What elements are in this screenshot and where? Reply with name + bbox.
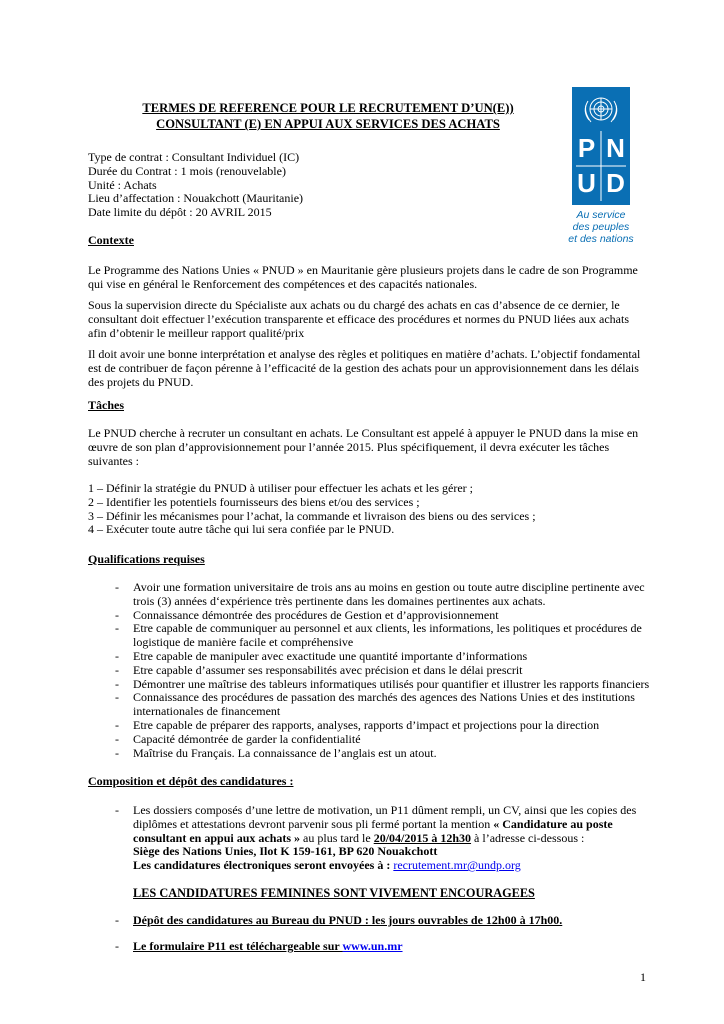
- meta-location: Lieu d’affectation : Nouakchott (Mauritanie): [88, 191, 304, 206]
- mention-text: « Candidature au poste: [493, 816, 613, 831]
- list-item: [115, 747, 655, 761]
- email-label: Les candidatures électroniques seront envoyées à :: [133, 858, 394, 873]
- logo-tagline: [566, 209, 636, 245]
- meta-unit: Unité : Achats: [88, 177, 157, 192]
- email-link[interactable]: recrutement.mr@undp.org: [393, 858, 521, 873]
- contexte-paragraph-1: [88, 264, 650, 292]
- website-link[interactable]: www.un.mr: [342, 939, 403, 953]
- meta-deadline: Date limite du dépôt : 20 AVRIL 2015: [88, 205, 272, 220]
- text-line: Connaissance des procédures de passation des marchés des agences des Nations Unies et des institutions: [133, 690, 635, 705]
- dash-bullet: -: [115, 621, 119, 636]
- text-line: logistique de manière facile et compréhensive: [133, 635, 354, 650]
- list-item: 3 – Définir les mécanismes pour l’achat, la commande et livraison des biens ou des services ;: [88, 508, 536, 523]
- text-line: Etre capable d’assumer ses responsabilités avec précision et dans le délai prescrit: [133, 662, 523, 677]
- page-number: 1: [640, 970, 646, 984]
- text-span: diplômes et attestations devront parvenir sous pli fermé portant la mention: [133, 816, 494, 831]
- text-line: Connaissance démontrée des procédures de Gestion et d’approvisionnement: [133, 607, 499, 622]
- text-line: Capacité démontrée de garder la confidentialité: [133, 731, 361, 746]
- form-text: Le formulaire P11 est téléchargeable sur: [133, 939, 343, 953]
- text-line: consultant doit effectuer l’exécution transparente et efficace des procédures et normes du PNUD liées aux achats: [88, 311, 630, 326]
- list-item: [115, 719, 655, 733]
- depot-item: [115, 914, 655, 928]
- list-item: [115, 678, 655, 692]
- list-item: [115, 664, 655, 678]
- dash-bullet: -: [115, 803, 119, 817]
- dash-bullet: -: [115, 648, 119, 663]
- text-line: Il doit avoir une bonne interprétation et analyse des règles et politiques en matière d’achats. L’objectif fondamental: [88, 347, 641, 361]
- list-item: [115, 940, 655, 954]
- heading-qualifications: Qualifications requises: [88, 552, 205, 566]
- text-line: Etre capable de préparer des rapports, analyses, rapports d’impact et projections pour la direction: [133, 717, 600, 732]
- text-line: Etre capable de manipuler avec exactitude une quantité importante d’informations: [133, 648, 528, 663]
- heading-composition: Composition et dépôt des candidatures :: [88, 774, 294, 788]
- list-item: 4 – Exécuter toute autre tâche qui lui sera confiée par le PNUD.: [88, 522, 395, 537]
- text-line: qui vise en général le Renforcement des compétences et des capacités nationales.: [88, 276, 478, 291]
- text-line: Démontrer une maîtrise des tableurs informatiques utilisés pour quantifier et illustrer les rapports financiers: [133, 676, 650, 691]
- text-line: internationales de financement: [133, 704, 281, 719]
- depot-text: Dépôt des candidatures au Bureau du PNUD : les jours ouvrables de 12h00 à 17h00.: [133, 913, 563, 927]
- dash-bullet: -: [115, 580, 119, 594]
- text-span: au plus tard le: [300, 830, 374, 845]
- dash-bullet: -: [115, 939, 119, 953]
- text-line: trois (3) années d‘expérience très pertinente dans les domaines pertinentes aux achats.: [133, 593, 546, 608]
- heading-taches: Tâches: [88, 398, 124, 412]
- dash-bullet: -: [115, 607, 119, 622]
- pnud-logo: [568, 87, 634, 245]
- meta-duration: Durée du Contrat : 1 mois (renouvelable): [88, 163, 286, 178]
- tagline-line: Au service: [576, 209, 626, 221]
- mention-text: consultant en appui aux achats »: [133, 830, 301, 845]
- taches-intro: [88, 427, 650, 468]
- list-item: [115, 581, 655, 609]
- logo-letter-n: N: [606, 133, 625, 163]
- text-line: [133, 818, 655, 832]
- text-line: Sous la supervision directe du Spécialiste aux achats ou du chargé des achats en cas d’absence de ce dernier, le: [88, 298, 620, 312]
- contexte-paragraph-3: [88, 348, 650, 389]
- dash-bullet: -: [115, 690, 119, 705]
- form-item: [115, 940, 655, 954]
- contexte-paragraph-2: [88, 299, 650, 340]
- list-item: [115, 691, 655, 719]
- text-line: Avoir une formation universitaire de trois ans au moins en gestion ou toute autre discipline pertinente avec: [133, 580, 645, 594]
- list-item: [115, 733, 655, 747]
- logo-letter-p: P: [577, 133, 596, 163]
- taches-list: [88, 482, 650, 537]
- dash-bullet: -: [115, 717, 119, 732]
- text-line: [133, 832, 655, 846]
- logo-letter-d: D: [606, 168, 625, 198]
- text-line: Etre capable de communiquer au personnel et aux clients, les informations, les politiques et procédures de: [133, 621, 642, 636]
- qualifications-list: [115, 581, 655, 760]
- text-line: afin d’obtenir le meilleur rapport qualité/prix: [88, 325, 305, 340]
- list-item: [115, 804, 655, 873]
- list-item: 1 – Définir la stratégie du PNUD à utiliser pour effectuer les achats et les gérer ;: [88, 481, 473, 495]
- dash-bullet: -: [115, 662, 119, 677]
- deadline-text: 20/04/2015 à 12h30: [373, 830, 472, 845]
- text-line: Le Programme des Nations Unies « PNUD » en Mauritanie gère plusieurs projets dans le cadre de son Programme: [88, 263, 638, 277]
- text-line: [133, 859, 655, 873]
- heading-contexte: Contexte: [88, 233, 134, 247]
- meta-contract-type: Type de contrat : Consultant Individuel (IC): [88, 150, 300, 164]
- logo-letter-u: U: [577, 168, 596, 198]
- tagline-line: des peuples: [572, 221, 630, 233]
- dash-bullet: -: [115, 745, 119, 760]
- text-line: est de contribuer de façon pérenne à l’efficacité de la gestion des achats pour un approvisionnement dans les délais: [88, 360, 639, 375]
- title-line-1: TERMES DE REFERENCE POUR LE RECRUTEMENT D’UN(E)): [142, 101, 514, 115]
- list-item: [115, 622, 655, 650]
- list-item: [115, 609, 655, 623]
- composition-list: [115, 804, 655, 873]
- list-item: [115, 914, 655, 928]
- address-line: Siège des Nations Unies, Ilot K 159-161, BP 620 Nouakchott: [133, 844, 438, 859]
- tagline-line: et des nations: [568, 233, 634, 245]
- feminine-notice: LES CANDIDATURES FEMININES SONT VIVEMENT ENCOURAGEES: [133, 886, 535, 900]
- text-line: Maîtrise du Français. La connaissance de l’anglais est un atout.: [133, 745, 437, 760]
- text-span: à l’adresse ci-dessous :: [471, 830, 585, 845]
- text-line: Les dossiers composés d’une lettre de motivation, un P11 dûment rempli, un CV, ainsi que les copies des: [133, 803, 637, 817]
- contract-meta: [88, 151, 303, 220]
- dash-bullet: -: [115, 676, 119, 691]
- list-item: [115, 650, 655, 664]
- document-title: [88, 100, 568, 132]
- text-line: œuvre de son plan d’approvisionnement pour l’année 2015. Plus spécifiquement, il devra exécuter les tâches: [88, 439, 610, 454]
- dash-bullet: -: [115, 731, 119, 746]
- title-line-2: CONSULTANT (E) EN APPUI AUX SERVICES DES ACHATS: [156, 117, 500, 131]
- logo-box: [572, 87, 630, 205]
- text-line: Le PNUD cherche à recruter un consultant en achats. Le Consultant est appelé à appuyer le PNUD dans la mise en: [88, 426, 639, 440]
- dash-bullet: -: [115, 913, 119, 927]
- text-line: des projets du PNUD.: [88, 374, 194, 389]
- text-line: suivantes :: [88, 453, 139, 468]
- list-item: 2 – Identifier les potentiels fournisseurs des biens et/ou des services ;: [88, 494, 420, 509]
